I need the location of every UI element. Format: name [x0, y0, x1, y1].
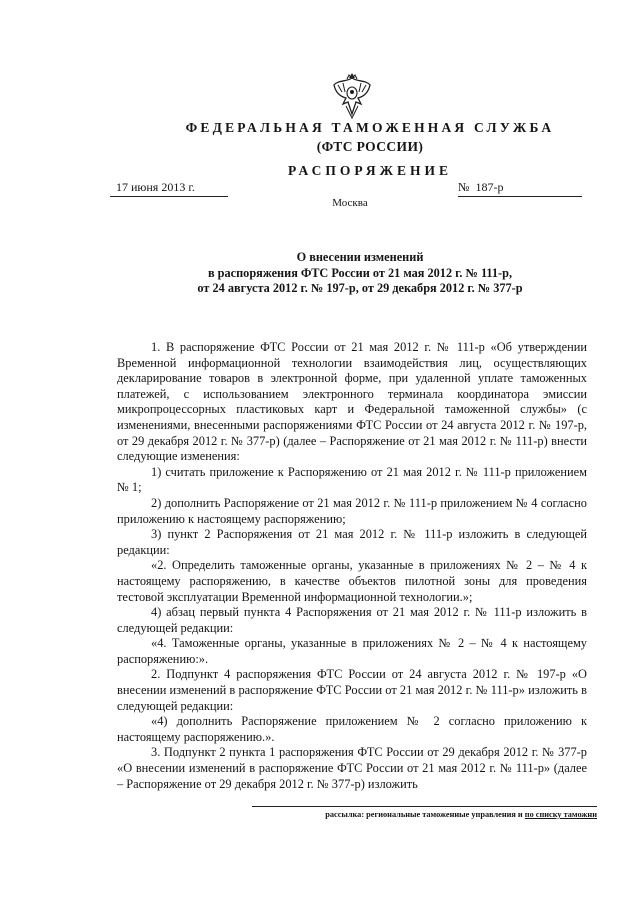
body-paragraph: 2) дополнить Распоряжение от 21 мая 2012 г. № 111-р приложением № 4 согласно приложению к настоящему распоряжению; [117, 495, 587, 526]
subject-line: в распоряжения ФТС России от 21 мая 2012 г. № 111-р, [207, 265, 513, 280]
org-short-name: (ФТС РОССИИ) [316, 139, 424, 154]
body-paragraph: «4) дополнить Распоряжение приложением № 2 согласно приложению к настоящему распоряжению.». [117, 714, 587, 744]
body-paragraph: 3) пункт 2 Распоряжения от 21 мая 2012 г. № 111-р изложить в следующей редакции: [117, 527, 587, 557]
document-subject [150, 250, 570, 297]
body-paragraph: 1) считать приложение к Распоряжению от 21 мая 2012 г. № 111-р приложением № 1; [117, 464, 587, 495]
body-paragraph: 3. Подпункт 2 пункта 1 распоряжения ФТС России от 29 декабря 2012 г. № 377-р «О внесении изменений в распоряжение ФТС России от 21 мая 2012 г. № 111-р» (далее – Распоряжение от 29 декабря 2012 г. № 377-р) изложить [117, 745, 587, 791]
body-paragraph: 4) абзац первый пункта 4 Распоряжения от 21 мая 2012 г. № 111-р изложить в следующей редакции: [117, 605, 587, 635]
document-body [117, 340, 587, 792]
number-value: 187-р [475, 180, 504, 194]
document-date: 17 июня 2013 г. [110, 180, 228, 197]
body-paragraph: 1. В распоряжение ФТС России от 21 мая 2012 г. № 111-р «Об утверждении Временной информационной технологии взаимодействия лиц, осуществляющих декларирование товаров в электронной форме, при удаленной уплате таможенных платежей, с использованием электронного терминала координатора эмиссии микропроцессорных пластиковых карт и Федеральной таможенной службы» (с изменениями, внесенными распоряжениями ФТС России от 24 августа 2012 г. № 197-р, от 29 декабря 2012 г. № 377-р) (далее – Распоряжение от 21 мая 2012 г. № 111-р) внести следующие изменения: [117, 340, 587, 464]
document-number [458, 180, 582, 197]
footer-divider [252, 806, 597, 807]
distribution-text: рассылка: региональные таможенные управления и [325, 810, 525, 819]
org-title: ФЕДЕРАЛЬНАЯ ТАМОЖЕННАЯ СЛУЖБА [185, 120, 555, 135]
subject-line: О внесении изменений [296, 250, 424, 264]
document-type: РАСПОРЯЖЕНИЕ [287, 163, 453, 178]
distribution-list [252, 810, 597, 819]
body-paragraph: «4. Таможенные органы, указанные в приложениях № 2 – № 4 к настоящему распоряжению:». [117, 636, 587, 666]
body-paragraph: «2. Определить таможенные органы, указанные в приложениях № 2 – № 4 к настоящему распоряжению, в качестве объектов пилотной зоны для проведения тестовой эксплуатации Временной информационной технологии.»; [117, 558, 587, 604]
distribution-underlined: по списку таможни [524, 810, 597, 819]
number-sign: № [458, 180, 470, 194]
body-paragraph: 2. Подпункт 4 распоряжения ФТС России от 24 августа 2012 г. № 197-р «О внесении изменений в распоряжение ФТС России от 21 мая 2012 г. № 111-р» изложить в следующей редакции: [117, 667, 587, 713]
city: Москва [332, 197, 368, 209]
coat-of-arms-icon [330, 70, 374, 120]
subject-line: от 24 августа 2012 г. № 197-р, от 29 декабря 2012 г. № 377-р [197, 281, 523, 295]
